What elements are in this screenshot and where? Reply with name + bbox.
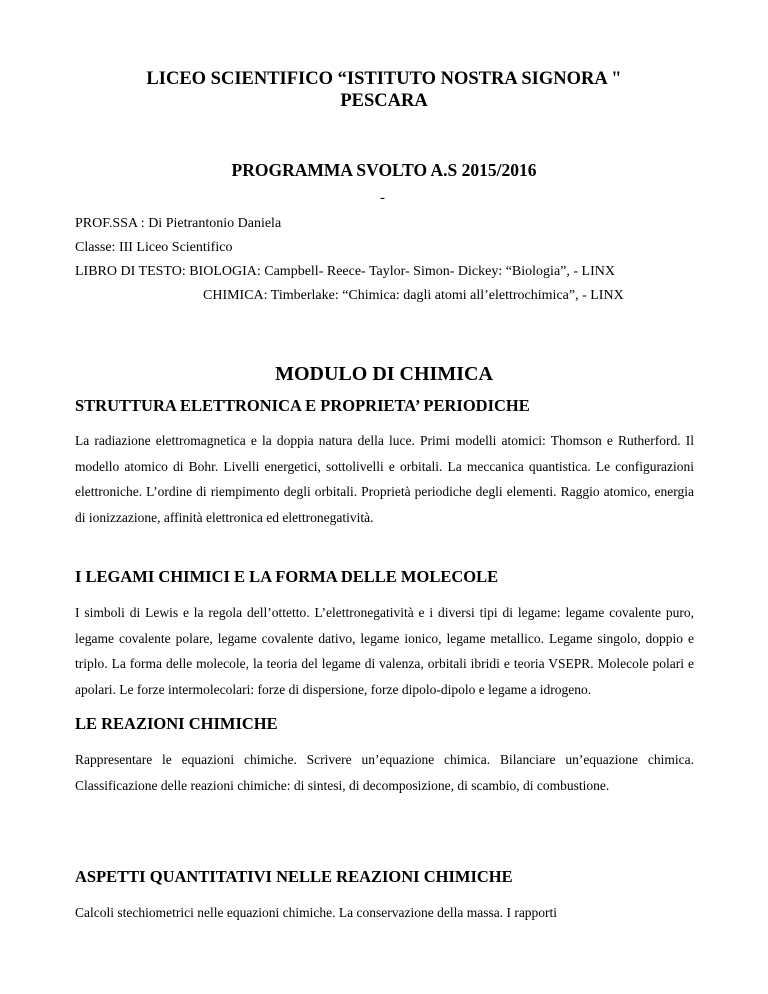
class-name: Classe: III Liceo Scientifico [75,240,233,255]
section-paragraph: La radiazione elettromagnetica e la doppia natura della luce. Primi modelli atomici: Thomson e Rutherford. Il modello atomico di Bohr. Livelli energetici, sottolivelli e orbitali. La meccanica quantistica. Le configurazioni elettroniche. L’ordine di riempimento degli orbitali. Proprietà periodiche degli elementi. Raggio atomico, energia di ionizzazione, affinità elettronica ed elettronegatività. [75,433,694,525]
textbook-chemistry: CHIMICA: Timberlake: “Chimica: dagli atomi all’elettrochimica”, - LINX [203,288,624,303]
section-heading: LE REAZIONI CHIMICHE [75,714,278,733]
school-title [0,68,768,112]
school-title-line2: PESCARA [340,91,428,111]
school-title-line1: LICEO SCIENTIFICO “ISTITUTO NOSTRA SIGNORA " [146,69,622,89]
section-paragraph: Rappresentare le equazioni chimiche. Scrivere un’equazione chimica. Bilanciare un’equazione chimica. Classificazione delle reazioni chimiche: di sintesi, di decomposizione, di scambio, di combustione. [75,752,694,793]
module-title: MODULO DI CHIMICA [275,363,493,385]
section-paragraph: I simboli di Lewis e la regola dell’ottetto. L’elettronegatività e i diversi tipi di legame: legame covalente puro, legame covalente polare, legame covalente dativo, legame ionico, legame metallico. Legame singolo, doppio e triplo. La forma delle molecole, la teoria del legame di valenza, orbitali ibridi e teoria VSEPR. Molecole polari e apolari. Le forze intermolecolari: forze di dispersione, forze dipolo-dipolo e legame a idrogeno. [75,605,694,697]
textbook-biology: LIBRO DI TESTO: BIOLOGIA: Campbell- Reece- Taylor- Simon- Dickey: “Biologia”, - LINX [75,264,615,279]
separator-dash: - [380,190,385,206]
program-title: PROGRAMMA SVOLTO A.S 2015/2016 [231,160,537,180]
section-paragraph: Calcoli stechiometrici nelle equazioni chimiche. La conservazione della massa. I rapporti [75,905,558,920]
section-heading: STRUTTURA ELETTRONICA E PROPRIETA’ PERIODICHE [75,396,530,415]
section-heading: ASPETTI QUANTITATIVI NELLE REAZIONI CHIMICHE [75,867,513,886]
teacher-name: PROF.SSA : Di Pietrantonio Daniela [75,216,282,231]
section-heading: I LEGAMI CHIMICI E LA FORMA DELLE MOLECOLE [75,567,499,586]
